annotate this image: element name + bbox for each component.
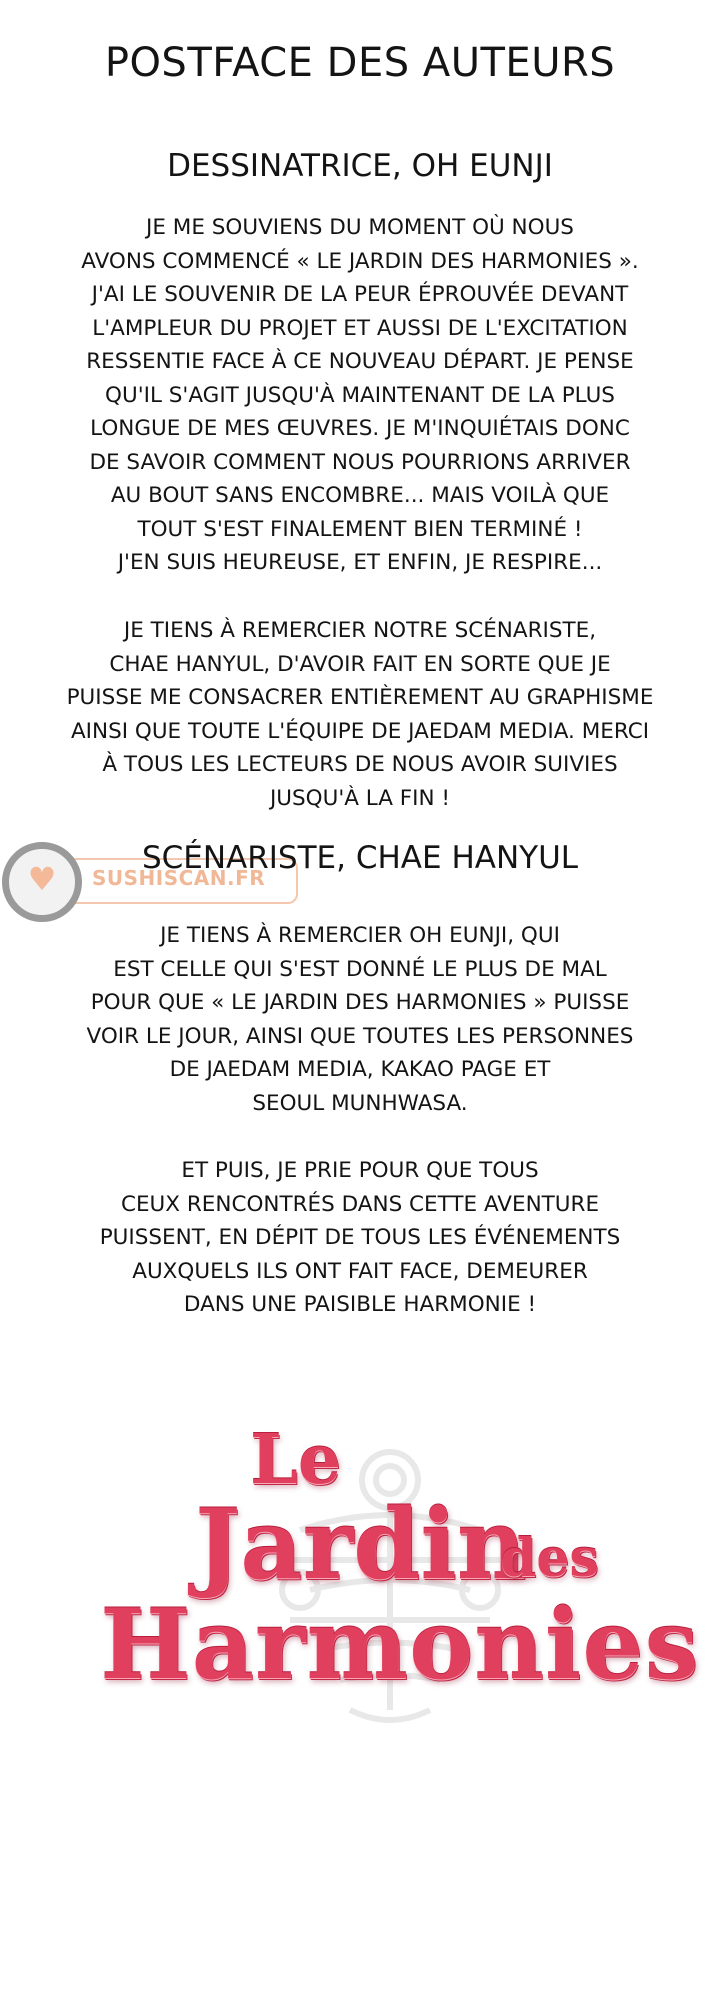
text-line: RESSENTIE FACE À CE NOUVEAU DÉPART. JE PENSE xyxy=(86,349,634,374)
text-line: CHAE HANYUL, D'AVOIR FAIT EN SORTE QUE JE xyxy=(109,651,611,677)
text-line: L'AMPLEUR DU PROJET ET AUSSI DE L'EXCITATION xyxy=(92,315,628,341)
text-line: AUXQUELS ILS ONT FAIT FACE, DEMEURER xyxy=(132,1258,588,1284)
logo-word-des: des xyxy=(500,1528,599,1589)
text-line: J'EN SUIS HEUREUSE, ET ENFIN, JE RESPIRE... xyxy=(117,550,603,575)
text-line: TOUT S'EST FINALEMENT BIEN TERMINÉ ! xyxy=(137,516,583,542)
writer-paragraph-2 xyxy=(40,1154,680,1322)
text-line: AU BOUT SANS ENCOMBRE... MAIS VOILÀ QUE xyxy=(110,483,610,508)
writer-paragraph-1 xyxy=(40,919,680,1120)
heart-icon: ♥ xyxy=(27,860,57,898)
logo-word-le: Le xyxy=(250,1420,342,1500)
text-line: JE ME SOUVIENS DU MOMENT OÙ NOUS xyxy=(146,215,574,240)
text-line: ET PUIS, JE PRIE POUR QUE TOUS xyxy=(181,1158,539,1183)
text-line: DE SAVOIR COMMENT NOUS POURRIONS ARRIVER xyxy=(89,449,631,475)
text-line: JUSQU'À LA FIN ! xyxy=(269,785,451,811)
artist-paragraph-1 xyxy=(40,211,680,580)
watermark-text: SUSHISCAN.FR xyxy=(92,866,266,890)
text-line: DANS UNE PAISIBLE HARMONIE ! xyxy=(183,1292,537,1317)
text-line: AVONS COMMENCÉ « LE JARDIN DES HARMONIES ». xyxy=(81,248,639,274)
artist-paragraph-2 xyxy=(40,614,680,815)
text-line: DE JAEDAM MEDIA, KAKAO PAGE ET xyxy=(169,1057,551,1082)
text-line: SEOUL MUNHWASA. xyxy=(252,1090,468,1116)
writer-heading: SCÉNARISTE, CHAE HANYUL xyxy=(141,840,579,876)
text-line: EST CELLE QUI S'EST DONNÉ LE PLUS DE MAL xyxy=(113,956,607,982)
text-line: PUISSENT, EN DÉPIT DE TOUS LES ÉVÉNEMENTS xyxy=(99,1225,621,1250)
text-line: AINSI QUE TOUTE L'ÉQUIPE DE JAEDAM MEDIA. MERCI xyxy=(70,718,650,744)
series-logo xyxy=(90,1410,700,1740)
page-title: POSTFACE DES AUTEURS xyxy=(104,40,616,86)
text-line: VOIR LE JOUR, AINSI QUE TOUTES LES PERSONNES xyxy=(86,1023,634,1049)
text-line: POUR QUE « LE JARDIN DES HARMONIES » PUISSE xyxy=(90,990,630,1015)
text-line: JE TIENS À REMERCIER NOTRE SCÉNARISTE, xyxy=(123,618,597,643)
text-line: À TOUS LES LECTEURS DE NOUS AVOIR SUIVIES xyxy=(102,752,618,777)
artist-heading: DESSINATRICE, OH EUNJI xyxy=(167,148,553,184)
text-line: PUISSE ME CONSACRER ENTIÈREMENT AU GRAPHISME xyxy=(66,685,654,710)
text-line: J'AI LE SOUVENIR DE LA PEUR ÉPROUVÉE DEVANT xyxy=(91,282,629,307)
text-line: QU'IL S'AGIT JUSQU'À MAINTENANT DE LA PLUS xyxy=(105,382,615,408)
text-line: JE TIENS À REMERCIER OH EUNJI, QUI xyxy=(160,923,560,948)
text-line: CEUX RENCONTRÉS DANS CETTE AVENTURE xyxy=(120,1191,600,1217)
text-line: LONGUE DE MES ŒUVRES. JE M'INQUIÉTAIS DONC xyxy=(90,416,630,441)
logo-word-harmonies: Harmonies xyxy=(100,1588,700,1701)
logo-word-jardin: Jardin xyxy=(195,1488,527,1601)
